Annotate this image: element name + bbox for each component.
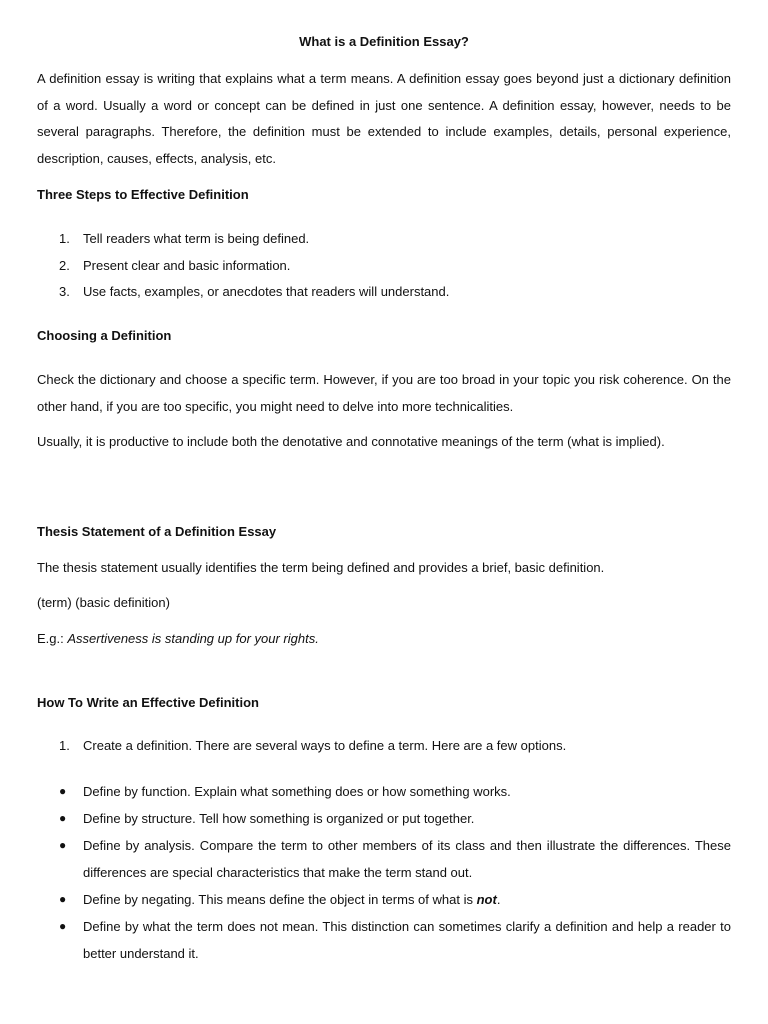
list-number: 1. [59,738,70,753]
bullet-icon: ● [59,919,67,933]
list-item [37,778,731,805]
howto-list [37,733,566,760]
bullet-icon: ● [59,784,67,798]
list-item [37,832,731,886]
example-prefix: E.g.: [37,631,68,646]
choosing-heading: Choosing a Definition [37,328,172,343]
list-item-text: Define by function. Explain what something does or how something works. [83,784,511,799]
list-item [37,913,731,967]
thesis-template: (term) (basic definition) [37,595,170,610]
list-item-text: Present clear and basic information. [83,257,291,273]
howto-heading: How To Write an Effective Definition [37,695,259,710]
list-item-text: Define by structure. Tell how something is organized or put together. [83,811,475,826]
list-item [37,279,449,306]
bullet-icon: ● [59,892,67,906]
list-item-text: Define by negating. This means define the object in terms of what is [83,892,477,907]
steps-list [37,226,449,306]
choosing-paragraph-1: Check the dictionary and choose a specific term. However, if you are too broad in your topic you risk coherence. On the other hand, if you are too specific, you might need to delve into more technicalities. [37,372,731,414]
list-item [37,226,449,253]
emphasis-text: not [476,892,497,907]
choosing-paragraph-2: Usually, it is productive to include both the denotative and connotative meanings of the term (what is implied). [37,434,665,449]
list-item-text: Create a definition. There are several ways to define a term. Here are a few options. [83,738,567,753]
list-number: 3. [59,284,70,300]
bullet-icon: ● [59,838,67,852]
steps-heading: Three Steps to Effective Definition [37,187,249,202]
list-item-suffix: . [496,892,501,907]
thesis-example [37,631,731,646]
list-number: 2. [59,257,70,273]
thesis-paragraph: The thesis statement usually identifies the term being defined and provides a brief, basic definition. [37,560,605,575]
list-item-text: Tell readers what term is being defined. [83,231,310,246]
page-title: What is a Definition Essay? [299,34,469,49]
list-item-text: Define by analysis. Compare the term to other members of its class and then illustrate the differences. These differences are special characteristics that make the term stand out. [83,838,731,880]
list-item [37,805,731,832]
options-list [37,778,731,967]
list-number: 1. [59,231,70,246]
thesis-heading: Thesis Statement of a Definition Essay [37,524,277,539]
list-item [37,886,731,913]
list-item [37,733,566,760]
intro-paragraph: A definition essay is writing that explains what a term means. A definition essay goes beyond just a dictionary definition of a word. Usually a word or concept can be defined in just one sentence. A definition essay, however, needs to be several paragraphs. Therefore, the definition must be extended to include examples, details, personal experience, description, causes, effects, analysis, etc. [37,71,731,167]
list-item-text: Define by what the term does not mean. This distinction can sometimes clarify a definition and help a reader to better understand it. [83,919,731,961]
list-item-text: Use facts, examples, or anecdotes that readers will understand. [83,284,450,300]
example-text: Assertiveness is standing up for your rights. [67,631,319,646]
list-item [37,253,449,280]
bullet-icon: ● [59,811,67,825]
